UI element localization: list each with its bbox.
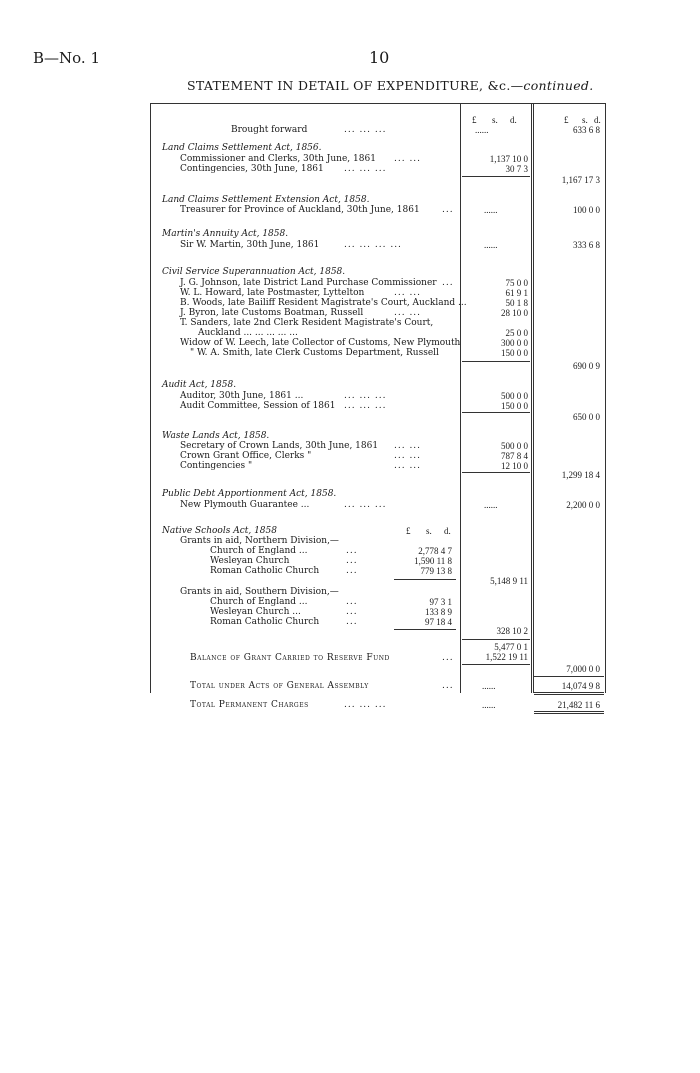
- column-rule-1: [460, 103, 461, 693]
- section-total: 100 0 0: [573, 205, 600, 215]
- page-title-continued: continued.: [523, 78, 594, 93]
- col2-pence-header: d.: [594, 115, 601, 125]
- leader-dots: ... ...: [394, 451, 422, 461]
- double-rule: [534, 711, 604, 714]
- leader-dots: ... ...: [394, 308, 422, 318]
- item-amount: 150 0 0: [501, 348, 528, 358]
- page-title: [187, 78, 593, 93]
- double-rule: [534, 692, 604, 695]
- section-total: 2,200 0 0: [566, 500, 600, 510]
- leader-dots: ...: [442, 653, 454, 663]
- section-title: Native Schools Act, 1858: [162, 526, 277, 536]
- item-amount: 150 0 0: [501, 401, 528, 411]
- section-title: Land Claims Settlement Act, 1856.: [162, 143, 322, 153]
- item-amount: 1,137 10 0: [489, 154, 528, 164]
- col2-pound-header: £: [564, 115, 569, 125]
- item-label: Contingencies, 30th June, 1861: [180, 164, 324, 174]
- column-rule-2b: [533, 103, 534, 693]
- permanent-charges-label: Total Permanent Charges: [190, 700, 309, 710]
- item-amount: 28 10 0: [501, 308, 528, 318]
- brought-forward-col2: 633 6 8: [573, 125, 600, 135]
- subtotal-rule: [462, 361, 530, 362]
- leader-dots: ... ...: [394, 154, 422, 164]
- leader-dots: ...: [346, 546, 358, 556]
- item-amount: 300 0 0: [501, 338, 528, 348]
- item-label: " W. A. Smith, late Clerk Customs Department, Russell: [190, 348, 439, 358]
- item-label: Contingencies ": [180, 461, 253, 471]
- grant-label: Church of England ...: [210, 546, 308, 556]
- section-total: 1,167 17 3: [561, 175, 600, 185]
- general-assembly-total-col1: ......: [482, 681, 496, 691]
- table-top-rule: [150, 103, 606, 104]
- balance-label: Balance of Grant Carried to Reserve Fund: [190, 653, 390, 663]
- item-label: Crown Grant Office, Clerks ": [180, 451, 312, 461]
- division-total: 328 10 2: [496, 626, 528, 636]
- page-number: 10: [369, 48, 390, 67]
- section-title: Martin's Annuity Act, 1858.: [162, 229, 289, 239]
- item-amount: 25 0 0: [505, 328, 528, 338]
- leader-dots: ...: [442, 681, 454, 691]
- subtotal-rule: [462, 472, 530, 473]
- item-amount: 787 8 4: [501, 451, 528, 461]
- permanent-charges-col1: ......: [482, 700, 496, 710]
- subtotal-rule: [462, 639, 530, 640]
- section-title: Public Debt Apportionment Act, 1858.: [162, 489, 337, 499]
- leader-dots: ...: [346, 617, 358, 627]
- item-label-continued: Auckland ... ... ... ... ...: [198, 328, 298, 338]
- permanent-charges-total: 21,482 11 6: [557, 700, 600, 710]
- leader-dots: ... ...: [394, 461, 422, 471]
- item-amount: 12 10 0: [501, 461, 528, 471]
- leader-dots: ...: [346, 556, 358, 566]
- item-label: Treasurer for Province of Auckland, 30th June, 1861: [180, 205, 420, 215]
- item-amount: 50 1 8: [505, 298, 528, 308]
- leader-dots: ... ... ...: [344, 401, 387, 411]
- item-label: T. Sanders, late 2nd Clerk Resident Magistrate's Court,: [180, 318, 434, 328]
- item-label: Audit Committee, Session of 1861: [180, 401, 336, 411]
- division-total: 5,148 9 11: [490, 576, 528, 586]
- col1-pence-header: d.: [510, 115, 517, 125]
- grant-label: Church of England ...: [210, 597, 308, 607]
- col2-shilling-header: s.: [582, 115, 588, 125]
- leader-dots: ...: [442, 205, 454, 215]
- subtotal-rule: [394, 579, 456, 580]
- grant-amount: 133 8 9: [425, 607, 452, 617]
- subtotal-rule: [462, 176, 530, 177]
- grant-amount: 779 13 8: [420, 566, 452, 576]
- item-label: New Plymouth Guarantee ...: [180, 500, 310, 510]
- section-title: Civil Service Superannuation Act, 1858.: [162, 267, 346, 277]
- leader-dots: ...: [442, 278, 454, 288]
- subtotal-rule: [462, 412, 530, 413]
- item-amount: 61 9 1: [505, 288, 528, 298]
- expenditure-table: [150, 103, 608, 708]
- section-title: Waste Lands Act, 1858.: [162, 431, 270, 441]
- subtotal-rule: [394, 629, 456, 630]
- item-label: Secretary of Crown Lands, 30th June, 1861: [180, 441, 379, 451]
- section-total: 333 6 8: [573, 240, 600, 250]
- item-label: Widow of W. Leech, late Collector of Customs, New Plymouth: [180, 338, 461, 348]
- item-label: Commissioner and Clerks, 30th June, 1861: [180, 154, 376, 164]
- item-amount: 30 7 3: [505, 164, 528, 174]
- item-label: J. Byron, late Customs Boatman, Russell: [180, 308, 364, 318]
- leader-dots: ... ...: [394, 288, 422, 298]
- leader-dots: ... ... ...: [344, 125, 387, 135]
- section-total: 690 0 9: [573, 361, 600, 371]
- division-label: Grants in aid, Southern Division,—: [180, 587, 339, 597]
- subtotal-rule: [462, 664, 530, 665]
- combined-grants-total: 5,477 0 1: [494, 642, 528, 652]
- brought-forward-label: Brought forward: [231, 125, 308, 135]
- grant-amount: 2,778 4 7: [418, 546, 452, 556]
- col1-shilling-header: s.: [492, 115, 498, 125]
- leader-dots: ... ... ...: [344, 391, 387, 401]
- brought-forward-col1: ......: [475, 125, 489, 135]
- item-label: W. L. Howard, late Postmaster, Lyttelton: [180, 288, 365, 298]
- item-amount-col1: ......: [484, 240, 498, 250]
- grant-amount: 97 18 4: [425, 617, 452, 627]
- table-left-rule: [150, 103, 151, 693]
- section-total: 1,299 18 4: [561, 470, 600, 480]
- leader-dots: ... ...: [394, 441, 422, 451]
- leader-dots: ...: [346, 597, 358, 607]
- section-total: 650 0 0: [573, 412, 600, 422]
- general-assembly-total-label: Total under Acts of General Assembly: [190, 681, 369, 691]
- item-amount-col1: ......: [484, 205, 498, 215]
- item-label: Auditor, 30th June, 1861 ...: [180, 391, 304, 401]
- grant-label: Wesleyan Church ...: [210, 607, 301, 617]
- table-right-rule: [605, 103, 606, 693]
- total-rule: [534, 676, 604, 677]
- leader-dots: ... ... ...: [344, 500, 387, 510]
- balance-amount: 1,522 19 11: [485, 652, 528, 662]
- grant-amount: 1,590 11 8: [414, 556, 452, 566]
- item-label: B. Woods, late Bailiff Resident Magistrate's Court, Auckland ...: [180, 298, 467, 308]
- grant-amount: 97 3 1: [429, 597, 452, 607]
- col1-pound-header: £: [472, 115, 477, 125]
- leader-dots: ...: [346, 566, 358, 576]
- sub-shilling-header: s.: [426, 526, 432, 536]
- division-label: Grants in aid, Northern Division,—: [180, 536, 339, 546]
- section-title: Land Claims Settlement Extension Act, 1858.: [162, 195, 370, 205]
- page-title-text: STATEMENT IN DETAIL OF EXPENDITURE, &c.—: [187, 78, 524, 93]
- grant-label: Roman Catholic Church: [210, 617, 320, 627]
- item-amount: 500 0 0: [501, 391, 528, 401]
- sub-pence-header: d.: [444, 526, 451, 536]
- report-reference: B—No. 1: [33, 49, 100, 67]
- leader-dots: ... ... ...: [344, 700, 387, 710]
- sub-pound-header: £: [406, 526, 411, 536]
- leader-dots: ... ... ... ...: [344, 240, 402, 250]
- item-label: Sir W. Martin, 30th June, 1861: [180, 240, 320, 250]
- grant-label: Roman Catholic Church: [210, 566, 320, 576]
- leader-dots: ...: [346, 607, 358, 617]
- item-label: J. G. Johnson, late District Land Purchase Commissioner: [180, 278, 437, 288]
- general-assembly-total: 14,074 9 8: [561, 681, 600, 691]
- native-schools-total: 7,000 0 0: [566, 664, 600, 674]
- leader-dots: ... ... ...: [344, 164, 387, 174]
- item-amount: 500 0 0: [501, 441, 528, 451]
- item-amount: 75 0 0: [505, 278, 528, 288]
- section-title: Audit Act, 1858.: [162, 380, 237, 390]
- column-rule-2: [531, 103, 532, 693]
- grant-label: Wesleyan Church: [210, 556, 290, 566]
- item-amount-col1: ......: [484, 500, 498, 510]
